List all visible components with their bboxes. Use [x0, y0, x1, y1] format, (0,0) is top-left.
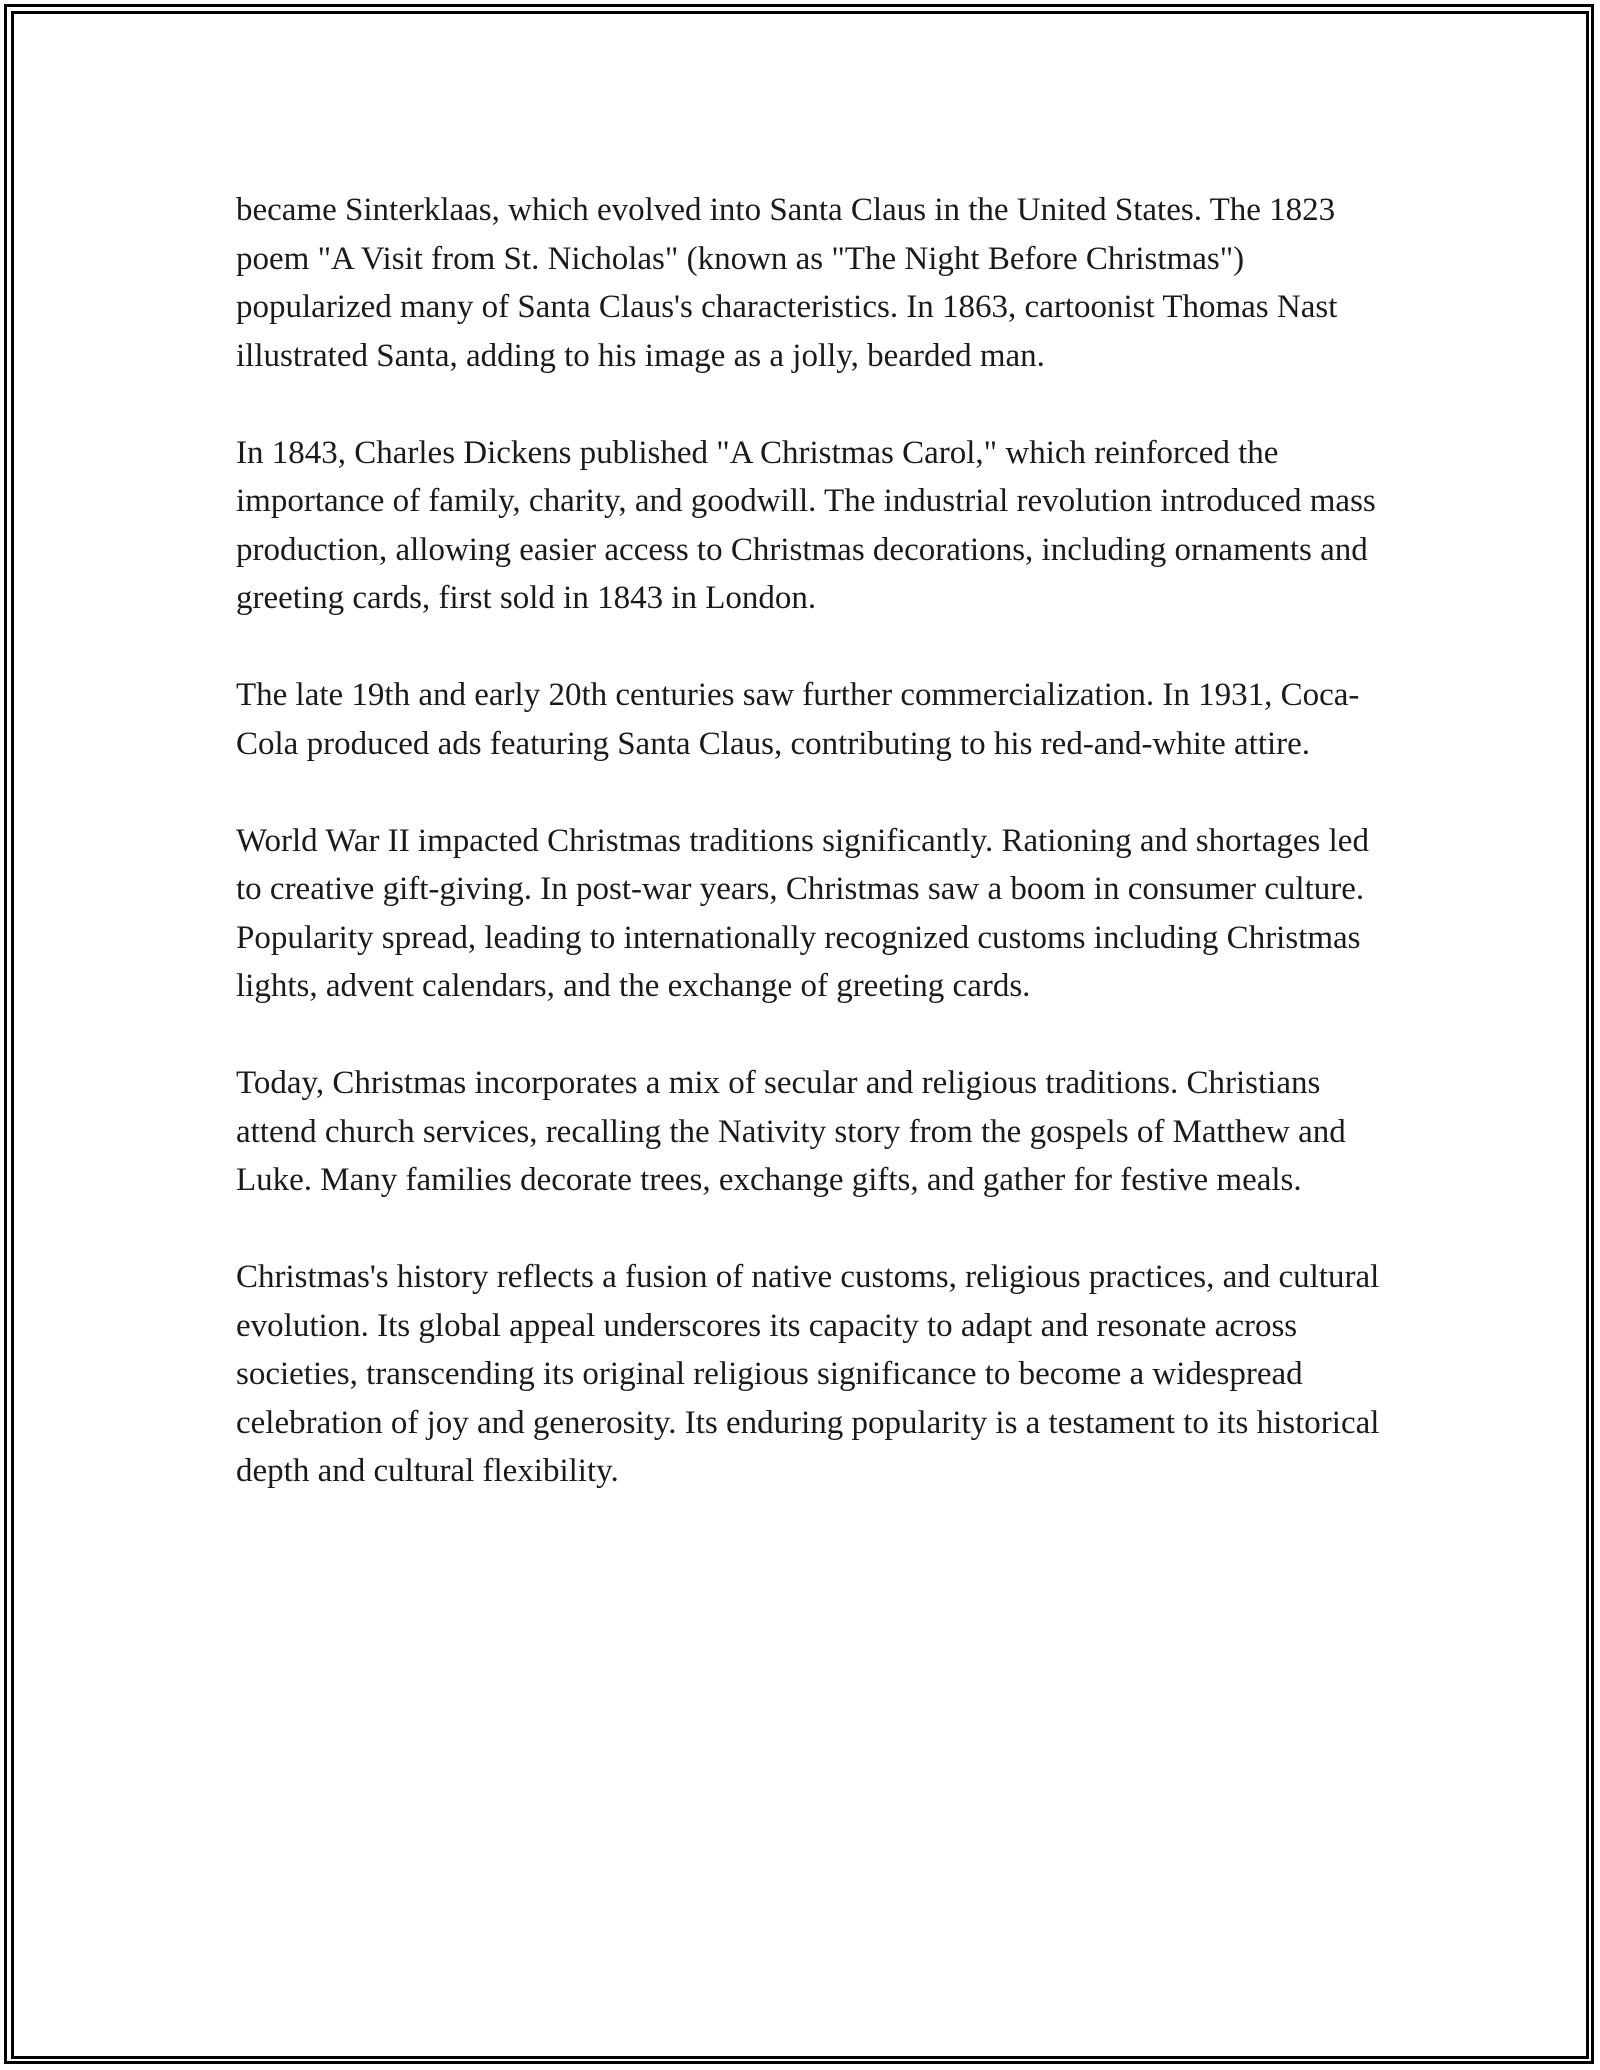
- document-body: [236, 186, 1386, 1496]
- paragraph-conclusion: Christmas's history reflects a fusion of native customs, religious practices, and cultural evolution. Its global appeal underscores its capacity to adapt and resonate across societies, transcending its original religious significance to become a widespread celebration of joy and generosity. Its enduring popularity is a testament to its historical depth and cultural flexibility.: [236, 1259, 1380, 1489]
- paragraph-christmas-carol: In 1843, Charles Dickens published "A Christmas Carol," which reinforced the importance of family, charity, and goodwill. The industrial revolution introduced mass production, allowing easier access to Christmas decorations, including ornaments and greeting cards, first sold in 1843 in London.: [236, 434, 1376, 616]
- paragraph-modern-christmas: Today, Christmas incorporates a mix of secular and religious traditions. Christians attend church services, recalling the Nativity story from the gospels of Matthew and Luke. Many families decorate trees, exchange gifts, and gather for festive meals.: [236, 1065, 1346, 1198]
- paragraph-santa-claus-origins: became Sinterklaas, which evolved into Santa Claus in the United States. The 1823 poem "A Visit from St. Nicholas" (known as "The Night Before Christmas") popularized many of Santa Claus's characteristics. In 1863, cartoonist Thomas Nast illustrated Santa, adding to his image as a jolly, bearded man.: [236, 192, 1338, 374]
- paragraph-commercialization: The late 19th and early 20th centuries saw further commercialization. In 1931, Coca-Cola produced ads featuring Santa Claus, contributing to his red-and-white attire.: [236, 677, 1360, 762]
- paragraph-world-war-ii: World War II impacted Christmas traditions significantly. Rationing and shortages led to creative gift-giving. In post-war years, Christmas saw a boom in consumer culture. Popularity spread, leading to internationally recognized customs including Christmas lights, advent calendars, and the exchange of greeting cards.: [236, 822, 1369, 1004]
